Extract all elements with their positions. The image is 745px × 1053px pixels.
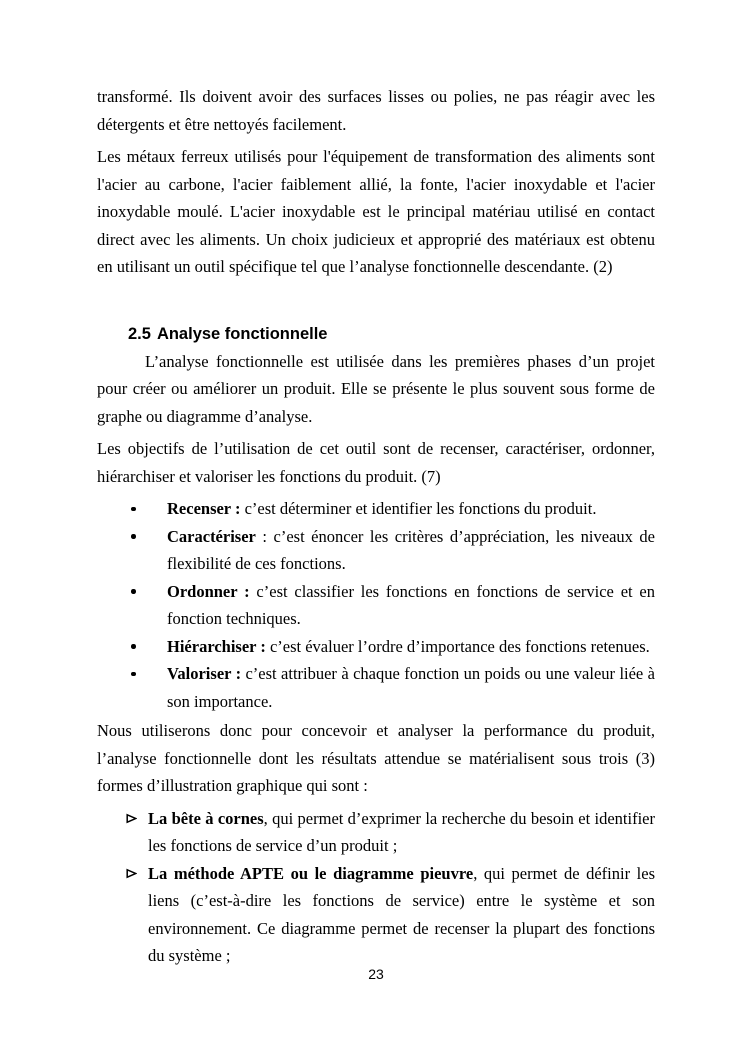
bullet-icon: [131, 578, 167, 594]
bullet-term: Caractériser: [167, 526, 256, 546]
list-item-ordonner: [97, 578, 655, 633]
list-item-caracteriser: [97, 523, 655, 578]
list-item-text: [167, 523, 655, 578]
list-item-text: [148, 860, 655, 970]
paragraph-nous-utiliserons: Nous utiliserons donc pour concevoir et analyser la performance du produit, l’analyse fonctionnelle dont les résultats attendue se matérialisent sous trois (3) formes d’illustration graphique qui sont :: [97, 721, 655, 795]
paragraph-metaux-ferreux: Les métaux ferreux utilisés pour l'équipement de transformation des aliments sont l'acier au carbone, l'acier faiblement allié, la fonte, l'acier inoxydable et l'acier inoxydable moulé. L'acier inoxydable est le principal matériau utilisé en contact direct avec les aliments. Un choix judicieux et approprié des matériaux est obtenu en utilisant un outil spécifique tel que l’analyse fonctionnelle descendante. (2): [97, 147, 655, 276]
list-item-valoriser: [97, 660, 655, 715]
list-item-recenser: [97, 495, 655, 523]
bullet-term: Valoriser :: [167, 664, 242, 683]
arrow-bullet-icon: [126, 805, 148, 825]
arrow-bullet-icon: [126, 860, 148, 880]
bullet-rest: : c’est énoncer les critères d’appréciation, les niveaux de flexibilité de ces fonctions.: [167, 526, 655, 573]
section-heading-2-5: [128, 323, 655, 345]
section-title: Analyse fonctionnelle: [156, 324, 328, 343]
list-item-methode-apte: [97, 860, 655, 970]
list-item-text: [167, 660, 655, 715]
list-item-text: [167, 495, 655, 523]
bullet-icon: [131, 495, 167, 511]
bullet-rest: c’est classifier les fonctions en fonctions de service et en fonction techniques.: [167, 581, 655, 628]
arrow-list: [97, 805, 655, 970]
bullet-rest: c’est déterminer et identifier les fonctions du produit.: [240, 499, 597, 518]
bullet-term: Recenser :: [167, 499, 241, 518]
arrow-item-rest: , qui permet de définir les liens (c’est-à-dire les fonctions de service) entre le système et son environnement. Ce diagramme permet de recenser la plupart des fonctions du système ;: [148, 863, 656, 965]
bullet-term: Ordonner :: [167, 581, 250, 601]
paragraph-analyse-fonctionnelle: L’analyse fonctionnelle est utilisée dans les premières phases d’un projet pour créer ou améliorer un produit. Elle se présente le plus souvent sous forme de graphe ou diagramme d’analyse.: [97, 351, 655, 426]
paragraph-surfaces: transformé. Ils doivent avoir des surfaces lisses ou polies, ne pas réagir avec les détergents et être nettoyés facilement.: [97, 87, 655, 134]
arrow-item-rest: , qui permet d’exprimer la recherche du besoin et identifier les fonctions de service d’un produit ;: [148, 808, 655, 855]
bullet-list: [97, 495, 655, 715]
list-item-text: [167, 633, 655, 661]
arrow-item-term: La méthode APTE ou le diagramme pieuvre: [148, 863, 474, 883]
arrow-item-term: La bête à cornes: [148, 808, 264, 828]
list-item-bete-a-cornes: [97, 805, 655, 860]
bullet-term: Hiérarchiser :: [167, 636, 266, 656]
bullet-rest: c’est évaluer l’ordre d’importance des fonctions retenues.: [265, 636, 650, 656]
section-number: 2.5: [128, 324, 151, 343]
list-item-text: [167, 578, 655, 633]
page-number: 23: [368, 966, 384, 982]
paragraph-objectifs: Les objectifs de l’utilisation de cet outil sont de recenser, caractériser, ordonner, hiérarchiser et valoriser les fonctions du produit. (7): [97, 439, 655, 486]
list-item-hierarchiser: [97, 633, 655, 661]
list-item-text: [148, 805, 655, 860]
bullet-icon: [131, 660, 167, 676]
bullet-icon: [131, 633, 167, 649]
bullet-icon: [131, 523, 167, 539]
bullet-rest: c’est attribuer à chaque fonction un poids ou une valeur liée à son importance.: [167, 664, 655, 711]
